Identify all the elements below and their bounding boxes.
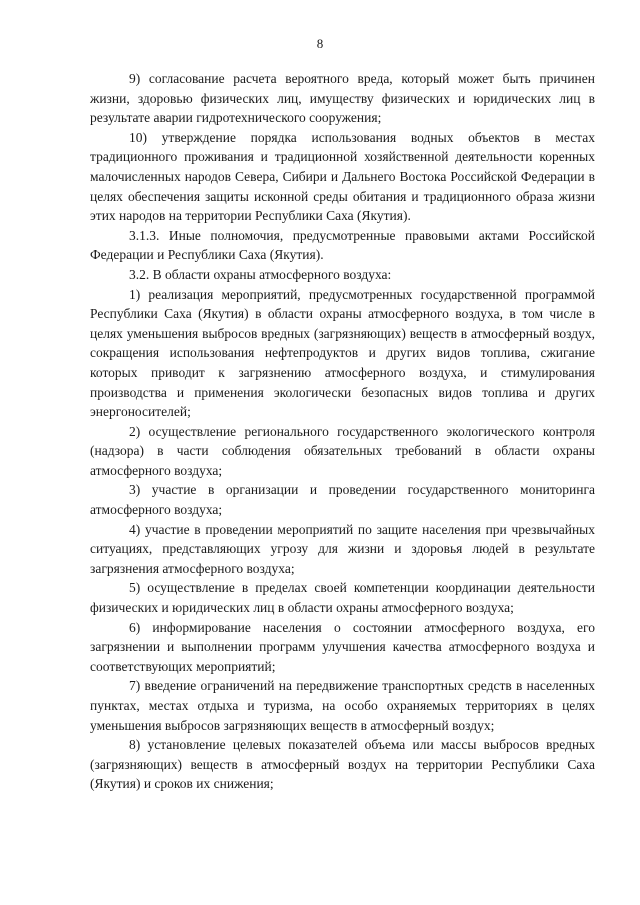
paragraph-section-3-1-3: 3.1.3. Иные полномочия, предусмотренные правовыми актами Российской Федерации и Республики Саха (Якутия). [90, 227, 595, 263]
section-heading-3-2: 3.2. В области охраны атмосферного воздуха: [129, 266, 392, 282]
paragraph-item-1: 1) реализация мероприятий, предусмотренных государственной программой Республики Саха (Якутия) в области охраны атмосферного воздуха, в том числе в целях уменьшения выбросов вредных (загрязняющих) веществ в атмосферный воздух, сокращения использования нефтепродуктов и других видов топлива, сжигание которых приводит к загрязнению атмосферного воздуха, и стимулирования производства и применения экологически безопасных видов топлива и других энергоносителей; [90, 286, 595, 420]
paragraph-item-4: 4) участие в проведении мероприятий по защите населения при чрезвычайных ситуациях, представляющих угрозу для жизни и здоровья людей в результате загрязнения атмосферного воздуха; [90, 521, 595, 576]
paragraph-item-10: 10) утверждение порядка использования водных объектов в местах традиционного проживания и традиционной хозяйственной деятельности коренных малочисленных народов Севера, Сибири и Дальнего Востока Российской Федерации в целях обеспечения защиты исконной среды обитания и традиционного образа жизни этих народов на территории Республики Саха (Якутия). [90, 129, 595, 224]
paragraph-item-9: 9) согласование расчета вероятного вреда, который может быть причинен жизни, здоровью физических лиц, имуществу физических и юридических лиц в результате аварии гидротехнического сооружения; [90, 71, 595, 126]
paragraph-item-5: 5) осуществление в пределах своей компетенции координации деятельности физических и юридических лиц в области охраны атмосферного воздуха; [90, 580, 595, 616]
page-number: 8 [316, 36, 324, 51]
paragraph-item-7: 7) введение ограничений на передвижение транспортных средств в населенных пунктах, местах отдыха и туризма, на особо охраняемых территориях в целях уменьшения выбросов загрязняющих веществ в атмосферный воздух; [90, 678, 595, 733]
paragraph-item-2: 2) осуществление регионального государственного экологического контроля (надзора) в части соблюдения обязательных требований в области охраны атмосферного воздуха; [90, 423, 595, 478]
paragraph-item-6: 6) информирование населения о состоянии атмосферного воздуха, его загрязнении и выполнении программ улучшения качества атмосферного воздуха и соответствующих мероприятий; [90, 619, 595, 674]
document-body [90, 69, 595, 794]
paragraph-item-8: 8) установление целевых показателей объема или массы выбросов вредных (загрязняющих) веществ в атмосферный воздух на территории Республики Саха (Якутия) и сроков их снижения; [90, 737, 595, 792]
paragraph-item-3: 3) участие в организации и проведении государственного мониторинга атмосферного воздуха; [90, 482, 595, 518]
